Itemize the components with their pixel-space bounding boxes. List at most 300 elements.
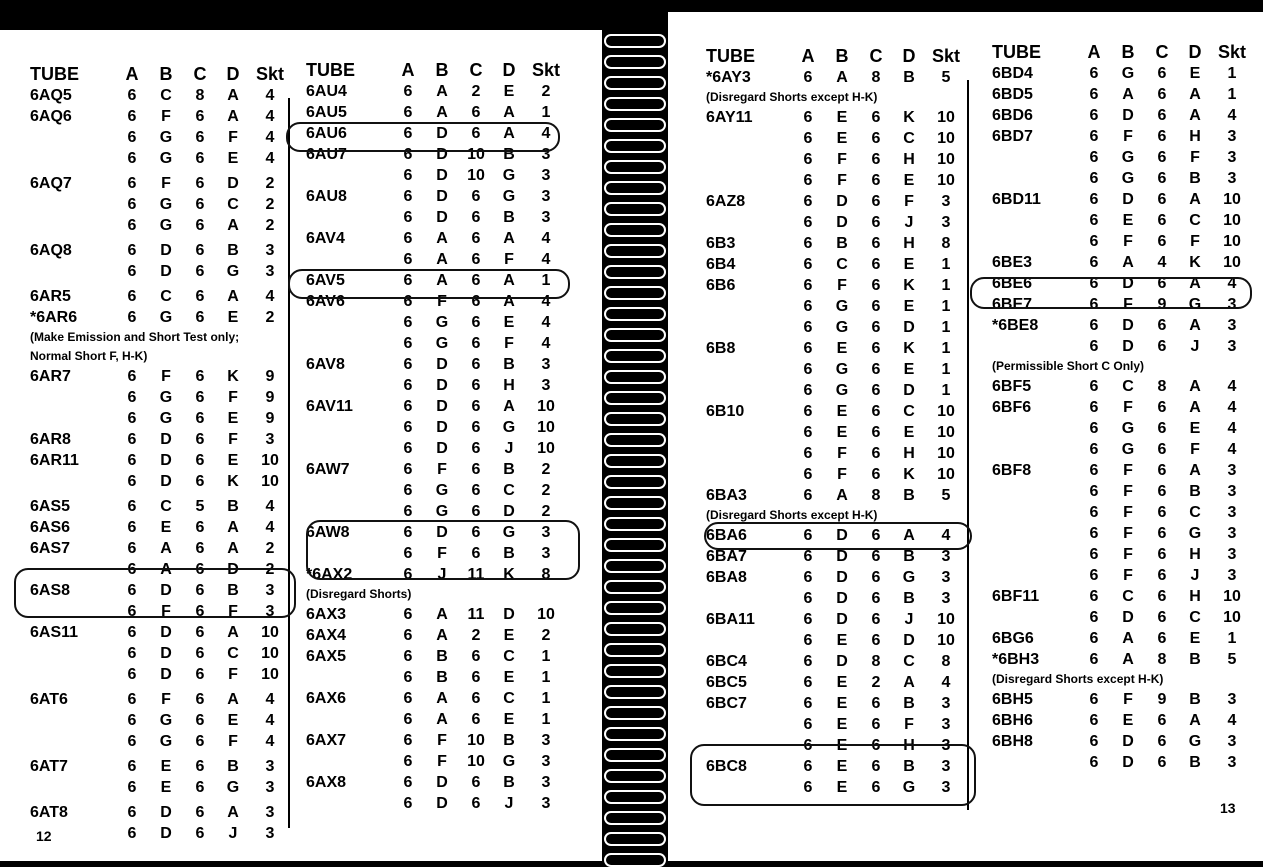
setting-a: 6: [1089, 483, 1099, 500]
table-row: [992, 84, 1242, 105]
setting-d: J: [1190, 338, 1200, 355]
setting-skt: 1: [941, 319, 951, 336]
setting-a: 6: [127, 712, 137, 729]
binding-ring: [604, 811, 666, 825]
binding-ring: [604, 664, 666, 678]
tube-type: 6BE3: [992, 254, 1033, 271]
setting-a: 6: [1089, 86, 1099, 103]
setting-skt: 4: [265, 87, 275, 104]
setting-b: A: [436, 711, 448, 728]
setting-c: 9: [1157, 296, 1167, 313]
setting-d: F: [228, 733, 238, 750]
binding-ring: [604, 769, 666, 783]
setting-a: 6: [403, 146, 413, 163]
setting-a: 6: [803, 235, 813, 252]
setting-d: B: [503, 732, 515, 749]
setting-c: 8: [1157, 651, 1167, 668]
table-row: [706, 296, 968, 317]
setting-a: 6: [403, 606, 413, 623]
setting-skt: 4: [1227, 107, 1237, 124]
setting-skt: 1: [541, 104, 551, 121]
setting-c: 6: [195, 263, 205, 280]
setting-d: A: [227, 108, 239, 125]
tube-type: 6BA8: [706, 569, 747, 586]
binding-ring: [604, 643, 666, 657]
setting-skt: 8: [541, 566, 551, 583]
setting-b: D: [160, 804, 172, 821]
setting-d: K: [1189, 254, 1201, 271]
setting-skt: 3: [541, 732, 551, 749]
setting-b: F: [437, 461, 447, 478]
table-row: [30, 106, 288, 127]
setting-c: 6: [471, 795, 481, 812]
setting-c: 6: [871, 424, 881, 441]
setting-a: 6: [127, 288, 137, 305]
setting-b: G: [159, 712, 173, 729]
tube-type: 6AX6: [306, 690, 347, 707]
tube-type: 6BD11: [992, 191, 1041, 208]
setting-b: C: [1122, 588, 1134, 605]
setting-a: 6: [127, 624, 137, 641]
setting-b: E: [836, 716, 848, 733]
setting-a: 6: [403, 377, 413, 394]
setting-c: 6: [195, 309, 205, 326]
setting-a: 6: [803, 487, 813, 504]
setting-a: 6: [403, 566, 413, 583]
binding-ring: [604, 328, 666, 342]
table-row: [30, 148, 288, 169]
setting-a: 6: [1089, 441, 1099, 458]
tube-type: 6AT6: [30, 691, 68, 708]
tube-type: 6AU5: [306, 104, 347, 121]
setting-b: D: [436, 146, 448, 163]
setting-a: 6: [1089, 149, 1099, 166]
test-note: (Disregard Shorts except H-K): [992, 672, 1164, 686]
setting-b: E: [160, 519, 172, 536]
setting-b: A: [436, 251, 448, 268]
setting-c: 6: [195, 150, 205, 167]
binding-ring: [604, 685, 666, 699]
setting-d: J: [904, 611, 914, 628]
table-row: [992, 126, 1242, 147]
setting-skt: 3: [265, 779, 275, 796]
binding-ring: [604, 223, 666, 237]
setting-skt: 4: [541, 335, 551, 352]
tube-type: 6B8: [706, 340, 736, 357]
setting-skt: 1: [941, 382, 951, 399]
setting-b: D: [1122, 754, 1134, 771]
setting-c: 6: [871, 779, 881, 796]
tube-column-4: [992, 42, 1246, 773]
setting-b: E: [1122, 712, 1134, 729]
table-row: [306, 375, 558, 396]
header-skt: Skt: [931, 46, 960, 66]
setting-d: H: [903, 235, 915, 252]
table-row: [706, 443, 968, 464]
setting-skt: 3: [941, 214, 951, 231]
table-row: [706, 107, 968, 128]
setting-c: 6: [195, 624, 205, 641]
setting-skt: 10: [537, 419, 555, 436]
setting-skt: 4: [265, 150, 275, 167]
table-row: [992, 418, 1242, 439]
setting-a: 6: [1089, 254, 1099, 271]
setting-skt: 3: [541, 795, 551, 812]
setting-d: A: [227, 288, 239, 305]
setting-b: G: [435, 503, 449, 520]
table-row: [992, 210, 1242, 231]
setting-b: D: [436, 524, 448, 541]
setting-a: 6: [403, 293, 413, 310]
setting-b: D: [436, 377, 448, 394]
tube-type: 6AS7: [30, 540, 71, 557]
table-row: [992, 294, 1242, 315]
table-row: [30, 194, 288, 215]
table-row: [306, 333, 558, 354]
setting-a: 6: [803, 277, 813, 294]
setting-c: 6: [195, 473, 205, 490]
setting-b: F: [1123, 128, 1133, 145]
tube-type: 6AV5: [306, 272, 345, 289]
table-row: [306, 522, 558, 543]
setting-c: 8: [871, 653, 881, 670]
setting-a: 6: [803, 256, 813, 273]
table-row: [992, 544, 1242, 565]
table-row: [706, 693, 968, 714]
setting-a: 6: [1089, 712, 1099, 729]
binding-ring: [604, 748, 666, 762]
setting-d: E: [503, 314, 515, 331]
setting-c: 2: [471, 83, 481, 100]
setting-d: A: [1189, 462, 1201, 479]
setting-d: B: [903, 69, 915, 86]
setting-d: G: [502, 419, 516, 436]
tube-type: 6BD4: [992, 65, 1033, 82]
setting-b: D: [836, 653, 848, 670]
setting-skt: 4: [941, 527, 951, 544]
tube-type: 6AS11: [30, 624, 79, 641]
setting-d: G: [226, 779, 240, 796]
setting-c: 6: [471, 461, 481, 478]
setting-skt: 3: [541, 753, 551, 770]
table-row: [306, 291, 558, 312]
table-row: [992, 502, 1242, 523]
column-header: [706, 46, 968, 67]
tube-type: 6BH5: [992, 691, 1033, 708]
setting-a: 6: [1089, 233, 1099, 250]
setting-d: A: [227, 217, 239, 234]
setting-skt: 4: [541, 125, 551, 142]
setting-d: H: [1189, 546, 1201, 563]
tube-type: 6B10: [706, 403, 745, 420]
setting-d: H: [1189, 588, 1201, 605]
setting-a: 6: [1089, 212, 1099, 229]
setting-a: 6: [403, 753, 413, 770]
tube-type: 6AR8: [30, 431, 71, 448]
setting-b: A: [160, 561, 172, 578]
setting-b: E: [836, 632, 848, 649]
setting-d: B: [1189, 691, 1201, 708]
setting-c: 6: [195, 691, 205, 708]
binding-ring: [604, 34, 666, 48]
setting-a: 6: [803, 403, 813, 420]
setting-d: J: [228, 825, 238, 842]
setting-b: D: [1122, 609, 1134, 626]
setting-b: F: [1123, 691, 1133, 708]
setting-skt: 1: [1227, 86, 1237, 103]
table-row: [706, 317, 968, 338]
setting-c: 6: [471, 503, 481, 520]
setting-c: 6: [471, 272, 481, 289]
setting-a: 6: [1089, 65, 1099, 82]
setting-d: G: [502, 188, 516, 205]
setting-c: 6: [871, 277, 881, 294]
table-row: [30, 286, 288, 307]
setting-b: F: [437, 732, 447, 749]
setting-skt: 1: [941, 340, 951, 357]
setting-d: B: [503, 545, 515, 562]
setting-d: A: [1189, 275, 1201, 292]
binding-ring: [604, 790, 666, 804]
table-row: [706, 149, 968, 170]
setting-a: 6: [127, 645, 137, 662]
setting-a: 6: [1089, 275, 1099, 292]
table-row: [992, 460, 1242, 481]
setting-skt: 2: [265, 217, 275, 234]
tube-type: 6AV6: [306, 293, 345, 310]
setting-skt: 2: [265, 196, 275, 213]
setting-c: 6: [1157, 212, 1167, 229]
setting-d: A: [503, 104, 515, 121]
setting-skt: 10: [937, 445, 955, 462]
setting-c: 6: [1157, 733, 1167, 750]
tube-type: 6AU7: [306, 146, 347, 163]
table-row: [706, 714, 968, 735]
setting-skt: 10: [1223, 191, 1241, 208]
setting-c: 6: [871, 527, 881, 544]
setting-c: 6: [471, 209, 481, 226]
setting-c: 6: [871, 361, 881, 378]
setting-d: B: [903, 487, 915, 504]
table-row: [706, 756, 968, 777]
setting-a: 6: [127, 825, 137, 842]
setting-d: A: [227, 540, 239, 557]
binding-ring: [604, 370, 666, 384]
setting-c: 6: [471, 774, 481, 791]
setting-a: 6: [803, 151, 813, 168]
setting-c: 6: [471, 314, 481, 331]
setting-a: 6: [127, 561, 137, 578]
setting-b: G: [435, 335, 449, 352]
setting-skt: 2: [541, 627, 551, 644]
setting-c: 6: [195, 129, 205, 146]
setting-d: D: [903, 319, 915, 336]
setting-c: 10: [467, 167, 485, 184]
table-row: [306, 646, 558, 667]
table-row: [306, 688, 558, 709]
setting-a: 6: [403, 627, 413, 644]
setting-c: 6: [195, 519, 205, 536]
setting-d: A: [503, 125, 515, 142]
setting-skt: 2: [265, 309, 275, 326]
table-row: [306, 123, 558, 144]
setting-d: C: [503, 648, 515, 665]
setting-skt: 10: [937, 403, 955, 420]
table-row: [706, 630, 968, 651]
setting-c: 6: [471, 335, 481, 352]
setting-a: 6: [803, 779, 813, 796]
setting-b: D: [1122, 338, 1134, 355]
table-row: [992, 710, 1242, 731]
setting-c: 6: [195, 175, 205, 192]
setting-c: 6: [195, 825, 205, 842]
setting-b: E: [836, 403, 848, 420]
setting-skt: 3: [541, 167, 551, 184]
setting-b: E: [1122, 212, 1134, 229]
binding-ring: [604, 412, 666, 426]
setting-c: 6: [471, 440, 481, 457]
setting-skt: 3: [941, 548, 951, 565]
setting-skt: 1: [941, 277, 951, 294]
setting-skt: 1: [541, 272, 551, 289]
setting-c: 6: [471, 669, 481, 686]
setting-a: 6: [403, 711, 413, 728]
setting-d: B: [503, 774, 515, 791]
setting-c: 8: [871, 69, 881, 86]
setting-b: A: [436, 230, 448, 247]
setting-skt: 1: [1227, 630, 1237, 647]
setting-c: 6: [1157, 525, 1167, 542]
setting-skt: 3: [1227, 691, 1237, 708]
header-b: B: [435, 60, 449, 80]
setting-skt: 3: [941, 716, 951, 733]
tube-type: 6AQ8: [30, 242, 72, 259]
setting-skt: 2: [541, 83, 551, 100]
header-a: A: [401, 60, 415, 80]
table-row: [306, 144, 558, 165]
setting-c: 6: [471, 251, 481, 268]
setting-d: B: [1189, 754, 1201, 771]
table-row: [306, 438, 558, 459]
tube-type: 6AR11: [30, 452, 79, 469]
setting-a: 6: [803, 319, 813, 336]
setting-d: F: [504, 251, 514, 268]
setting-c: 6: [471, 356, 481, 373]
setting-a: 6: [803, 361, 813, 378]
setting-skt: 3: [941, 695, 951, 712]
setting-skt: 3: [941, 590, 951, 607]
table-row: [992, 231, 1242, 252]
setting-b: F: [837, 172, 847, 189]
setting-skt: 1: [541, 648, 551, 665]
binding-ring: [604, 538, 666, 552]
tube-type: 6AV4: [306, 230, 345, 247]
setting-a: 6: [1089, 609, 1099, 626]
binding-ring: [604, 433, 666, 447]
setting-skt: 4: [1227, 399, 1237, 416]
setting-d: E: [503, 627, 515, 644]
tube-type: 6BG6: [992, 630, 1034, 647]
setting-a: 6: [127, 603, 137, 620]
setting-a: 6: [403, 272, 413, 289]
table-row: [992, 147, 1242, 168]
setting-b: D: [1122, 191, 1134, 208]
setting-d: A: [227, 804, 239, 821]
setting-c: 11: [467, 566, 485, 583]
table-row: [30, 307, 288, 328]
setting-b: G: [159, 389, 173, 406]
setting-a: 6: [403, 503, 413, 520]
setting-b: G: [1121, 420, 1135, 437]
setting-d: A: [503, 293, 515, 310]
table-row: [306, 625, 558, 646]
setting-b: F: [1123, 462, 1133, 479]
setting-skt: 10: [261, 666, 279, 683]
setting-skt: 3: [265, 431, 275, 448]
setting-d: A: [227, 691, 239, 708]
setting-b: F: [1123, 399, 1133, 416]
setting-d: E: [503, 669, 515, 686]
setting-a: 6: [127, 758, 137, 775]
setting-c: 6: [195, 540, 205, 557]
setting-a: 6: [403, 314, 413, 331]
setting-d: F: [1190, 149, 1200, 166]
table-row: [706, 422, 968, 443]
setting-skt: 10: [261, 473, 279, 490]
setting-d: B: [1189, 651, 1201, 668]
setting-skt: 1: [541, 690, 551, 707]
setting-a: 6: [127, 410, 137, 427]
setting-c: 6: [471, 398, 481, 415]
setting-a: 6: [1089, 399, 1099, 416]
test-note: (Disregard Shorts except H-K): [706, 508, 878, 522]
setting-d: D: [903, 632, 915, 649]
setting-b: F: [161, 368, 171, 385]
setting-a: 6: [803, 527, 813, 544]
setting-b: G: [835, 298, 849, 315]
setting-skt: 10: [537, 398, 555, 415]
setting-skt: 3: [941, 193, 951, 210]
setting-c: 6: [1157, 65, 1167, 82]
setting-d: J: [1190, 567, 1200, 584]
setting-d: K: [903, 340, 915, 357]
setting-c: 6: [471, 419, 481, 436]
setting-b: A: [436, 627, 448, 644]
setting-a: 6: [403, 125, 413, 142]
setting-c: 6: [195, 242, 205, 259]
tube-type: 6BA6: [706, 527, 747, 544]
binding-ring: [604, 832, 666, 846]
setting-c: 6: [871, 445, 881, 462]
setting-skt: 10: [937, 109, 955, 126]
setting-d: H: [903, 445, 915, 462]
setting-a: 6: [127, 691, 137, 708]
setting-d: E: [1189, 420, 1201, 437]
setting-c: 6: [871, 130, 881, 147]
setting-d: H: [1189, 128, 1201, 145]
setting-c: 6: [195, 431, 205, 448]
setting-a: 6: [803, 214, 813, 231]
setting-d: C: [903, 403, 915, 420]
table-row: [306, 270, 558, 291]
setting-a: 6: [1089, 567, 1099, 584]
setting-skt: 1: [541, 669, 551, 686]
table-row: [306, 312, 558, 333]
table-row: [706, 777, 968, 798]
setting-skt: 10: [1223, 254, 1241, 271]
setting-c: 6: [471, 293, 481, 310]
setting-b: A: [436, 606, 448, 623]
